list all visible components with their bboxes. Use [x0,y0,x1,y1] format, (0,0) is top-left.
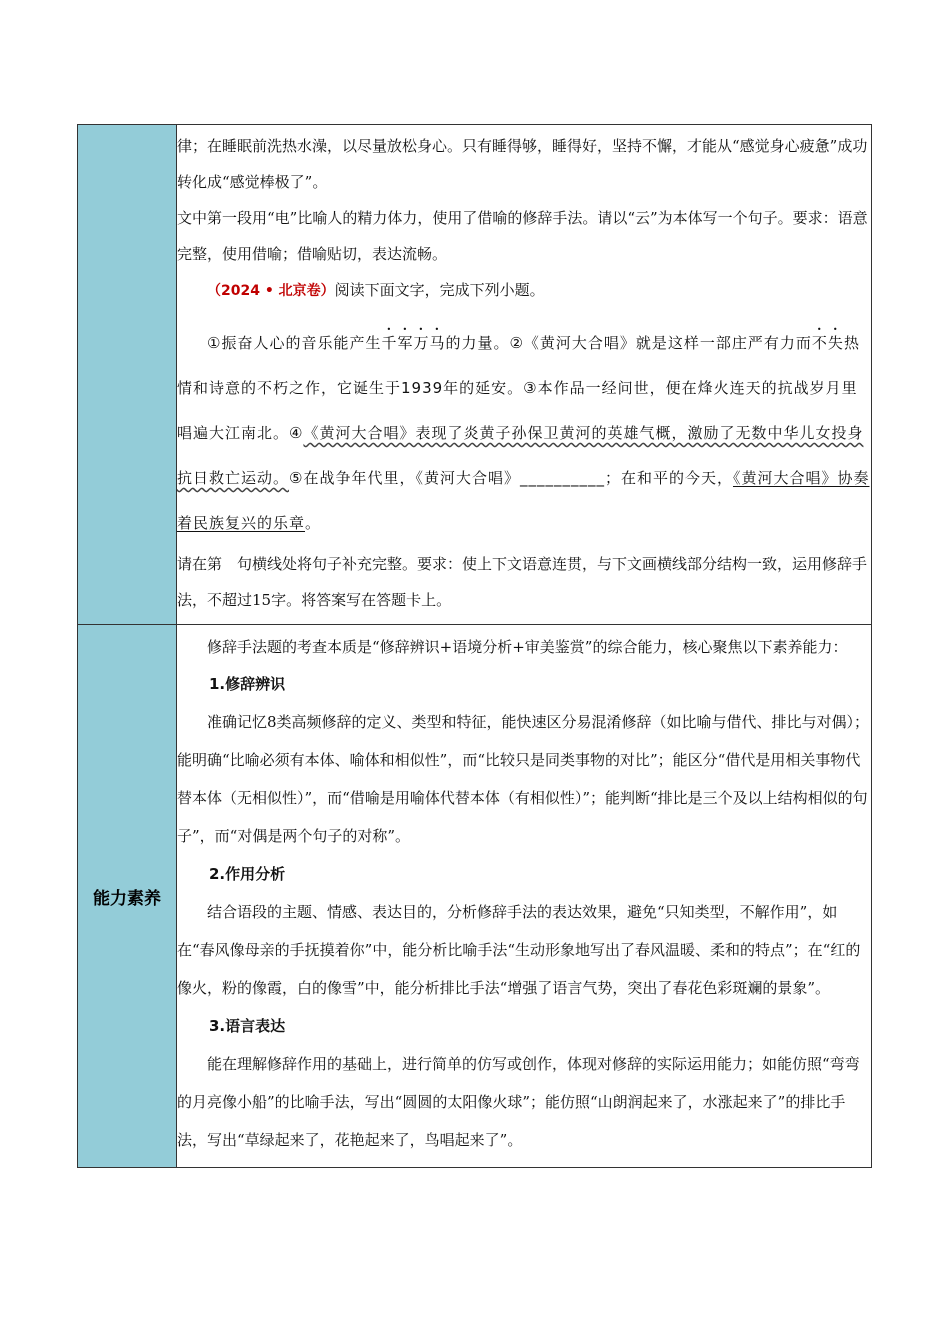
answer-blank: __________ [519,469,605,487]
passage-segment: 的力量。②《黄河大合唱》就是这样一部庄严有力而 [445,334,812,352]
question-content-cell [177,125,872,625]
content-table [77,124,872,1168]
passage-emphasis-dots: 不失 [811,334,844,352]
passage-text [177,321,871,546]
ability-intro: 修辞手法题的考查本质是“修辞辨识+语境分析+审美鉴赏”的综合能力，核心聚焦以下素养能力： [207,638,848,656]
passage-segment: 。 [305,514,322,532]
passage-segment: ⑤在战争年代里，《黄河大合唱》 [289,469,520,487]
passage-emphasis-dots: 千军万马 [381,334,446,352]
reading-passage [177,321,871,546]
table-row-ability [78,625,872,1168]
section-heading: 2.作用分析 [209,865,286,883]
exam-source-tag: （2024 • 北京卷） [207,283,335,299]
section-body: 准确记忆8类高频修辞的定义、类型和特征，能快速区分易混淆修辞（如比喻与借代、排比与对偶）；能明确“比喻必须有本体、喻体和相似性”，而“比较只是同类事物的对比”；能区分“借代是用相关事物代替本体（无相似性）”，而“借喻是用喻体代替本体（有相似性）”；能判断“排比是三个及以上结构相似的句子”，而“对偶是两个句子的对称”。 [177,713,870,845]
section-heading: 1.修辞辨识 [209,675,286,693]
passage-underlined-phrase: 《黄河大合唱》协奏着民族复兴的乐章 [177,469,870,532]
passage-segment: ①振奋人心的音乐能产生 [207,334,382,352]
row-label-ability: 能力素养 [93,888,161,909]
row-label-cell [78,625,177,1168]
table-row-question [78,125,872,625]
section-body: 结合语段的主题、情感、表达目的，分析修辞手法的表达效果，避免“只知类型，不解作用”，如在“春风像母亲的手抚摸着你”中，能分析比喻手法“生动形象地写出了春风温暖、柔和的特点”；在“红的像火，粉的像霞，白的像雪”中，能分析排比手法“增强了语言气势，突出了春花色彩斑斓的景象”。 [177,903,861,997]
question-requirement: 请在第 句横线处将句子补充完整。要求：使上下文语意连贯，与下文画横线部分结构一致，运用修辞手法，不超过15字。将答案写在答题卡上。 [177,555,868,609]
passage-underlined-sentence: 《黄河大合唱》表现了炎黄子孙保卫黄河的英雄气概，激励了无数中华儿女投身抗日救亡运动。 [177,424,864,487]
section-heading: 3.语言表达 [209,1017,286,1035]
passage-segment: 热情和诗意的不朽之作，它诞生于1939年的延安。③本作品一经问世，便在烽火连天的抗战岁月里唱遍大江南北。④ [177,334,860,442]
question-instruction: 文中第一段用“电”比喻人的精力体力，使用了借喻的修辞手法。请以“云”为本体写一个句子。要求：语意完整，使用借喻；借喻贴切，表达流畅。 [177,209,868,263]
section-body: 能在理解修辞作用的基础上，进行简单的仿写或创作，体现对修辞的实际运用能力；如能仿照“弯弯的月亮像小船”的比喻手法，写出“圆圆的太阳像火球”；能仿照“山朗润起来了，水涨起来了”的排比手法，写出“草绿起来了，花艳起来了，鸟唱起来了”。 [177,1055,860,1149]
passage-segment: ；在和平的今天， [604,469,733,487]
row-label-cell-empty [78,125,177,625]
paragraph-continuation: 律；在睡眠前洗热水澡，以尽量放松身心。只有睡得够，睡得好，坚持不懈，才能从“感觉身心疲惫”成功转化成“感觉棒极了”。 [177,137,868,191]
ability-content-cell [177,625,872,1168]
exam-source-line [177,272,871,309]
exam-intro-text: 阅读下面文字，完成下列小题。 [334,281,545,299]
